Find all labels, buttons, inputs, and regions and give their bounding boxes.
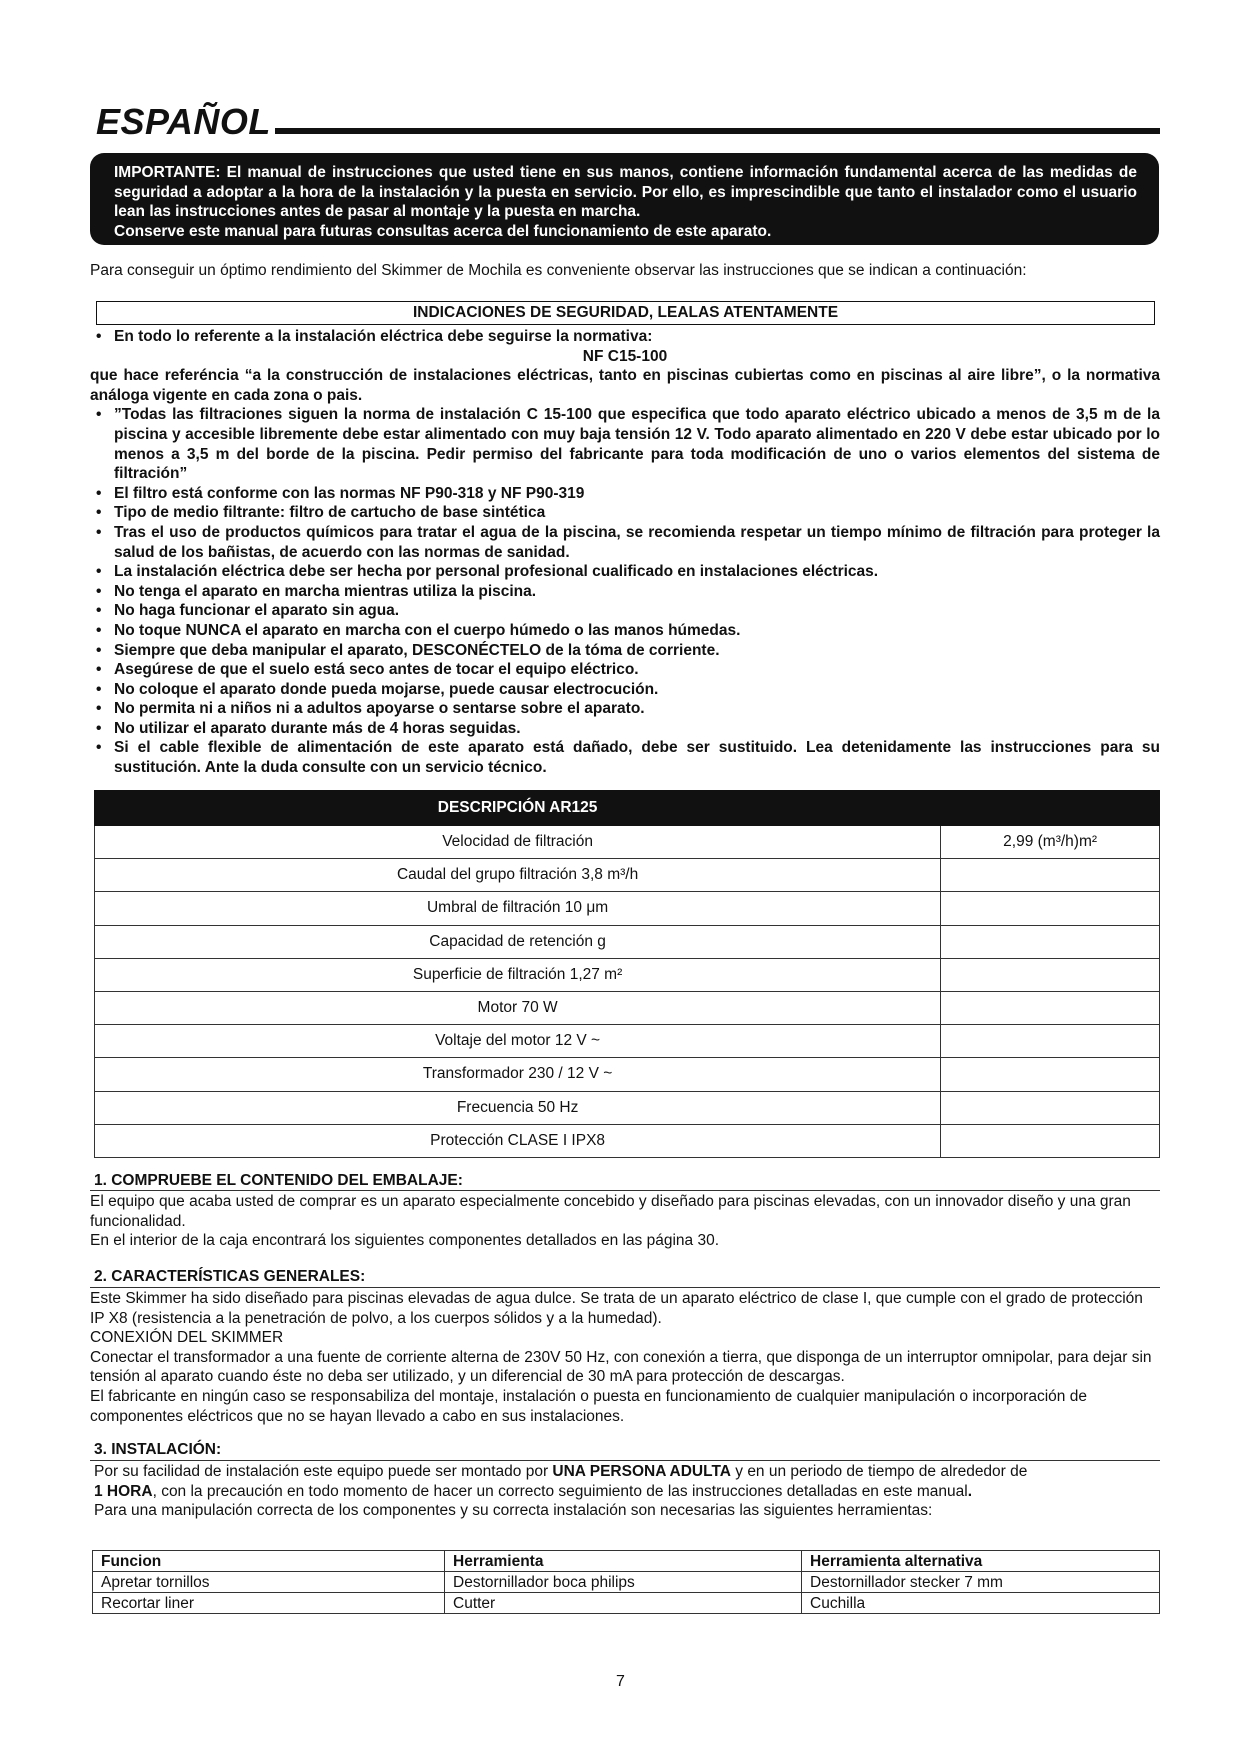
safety-item: • Siempre que deba manipular el aparato, DESCONÉCTELO de la tóma de corriente.	[90, 641, 1160, 661]
spec-label: Superficie de filtración 1,27 m²	[95, 958, 941, 991]
spec-value	[941, 1091, 1160, 1124]
tools-cell: Cutter	[445, 1593, 802, 1614]
tools-header-row	[93, 1551, 1160, 1572]
tools-row	[93, 1572, 1160, 1593]
spec-row	[95, 1025, 1160, 1058]
safety-norm-text: que hace referéncia “a la construcción de instalaciones eléctricas, tanto en piscinas cubiertas como en piscinas al aire libre”, o la normativa análoga vigente en cada zona o pais.	[90, 367, 1160, 404]
spec-value	[941, 1025, 1160, 1058]
spec-value	[941, 859, 1160, 892]
spec-row	[95, 826, 1160, 859]
spec-header-row	[95, 791, 1160, 826]
section1-title: 1. COMPRUEBE EL CONTENIDO DEL EMBALAJE:	[94, 1172, 463, 1189]
section2-rule	[90, 1287, 1160, 1288]
section2-paragraph: El fabricante en ningún caso se responsabiliza del montaje, instalación o puesta en funcionamiento de cualquier manipulación o incorporación de componentes eléctricos que no se hayan llevado a cabo en sus instalaciones.	[90, 1387, 1087, 1425]
important-notice	[90, 153, 1159, 245]
section3-title: 3. INSTALACIÓN:	[94, 1441, 222, 1458]
section1-body	[90, 1192, 1160, 1251]
safety-norm: NF C15-100	[582, 347, 668, 365]
spec-value	[941, 1124, 1160, 1157]
safety-item: • El filtro está conforme con las normas NF P90-318 y NF P90-319	[90, 484, 1160, 504]
section1-paragraph: El equipo que acaba usted de comprar es un aparato especialmente concebido y diseñado para piscinas elevadas, con un innovador diseño y una gran funcionalidad.	[90, 1193, 1131, 1230]
safety-item: • En todo lo referente a la instalación eléctrica debe seguirse la normativa:	[90, 327, 1160, 347]
spec-row	[95, 1124, 1160, 1157]
spec-label: Motor 70 W	[95, 991, 941, 1024]
spec-row	[95, 1058, 1160, 1091]
tools-cell: Destornillador boca philips	[445, 1572, 802, 1593]
page-title: ESPAÑOL	[96, 101, 271, 142]
spec-row	[95, 991, 1160, 1024]
tools-cell: Recortar liner	[93, 1593, 445, 1614]
safety-item: • Tipo de medio filtrante: filtro de cartucho de base sintética	[90, 503, 1160, 523]
spec-header-right	[941, 791, 1160, 826]
page-number: 7	[616, 1673, 625, 1690]
tools-table	[92, 1550, 1160, 1614]
section2-title: 2. CARACTERÍSTICAS GENERALES:	[94, 1268, 366, 1285]
intro-text: Para conseguir un óptimo rendimiento del Skimmer de Mochila es conveniente observar las instrucciones que se indican a continuación:	[90, 262, 1027, 279]
spec-row	[95, 1091, 1160, 1124]
spec-label: Caudal del grupo filtración 3,8 m³/h	[95, 859, 941, 892]
safety-item: • Asegúrese de que el suelo está seco antes de tocar el equipo eléctrico.	[90, 660, 1160, 680]
spec-label: Velocidad de filtración	[95, 826, 941, 859]
section2-paragraph: Este Skimmer ha sido diseñado para piscinas elevadas de agua dulce. Se trata de un aparato eléctrico de clase I, que cumple con el grado de protección IP X8 (resistencia a la penetración de polvo, a los cuerpos sólidos y a la humedad).	[90, 1290, 1143, 1327]
spec-header: DESCRIPCIÓN AR125	[95, 791, 941, 826]
section3-line: Para una manipulación correcta de los componentes y su correcta instalación son necesarias las siguientes herramientas:	[94, 1502, 933, 1520]
spec-row	[95, 859, 1160, 892]
safety-item: • No utilizar el aparato durante más de 4 horas seguidas.	[90, 719, 1160, 739]
spec-label: Transformador 230 / 12 V ~	[95, 1058, 941, 1091]
safety-item: • No haga funcionar el aparato sin agua.	[90, 601, 1160, 621]
spec-row	[95, 958, 1160, 991]
spec-label: Capacidad de retención g	[95, 925, 941, 958]
section2-body	[90, 1289, 1160, 1426]
tools-header: Funcion	[93, 1551, 445, 1572]
important-keep-text: Conserve este manual para futuras consultas acerca del funcionamiento de este aparato.	[114, 222, 772, 240]
safety-instructions	[90, 327, 1160, 778]
safety-item: • No permita ni a niños ni a adultos apoyarse o sentarse sobre el aparato.	[90, 699, 1160, 719]
section2-paragraph: CONEXIÓN DEL SKIMMER	[90, 1329, 284, 1347]
safety-item: • No coloque el aparato donde pueda mojarse, puede causar electrocución.	[90, 680, 1160, 700]
spec-label: Umbral de filtración 10 μm	[95, 892, 941, 925]
spec-value	[941, 892, 1160, 925]
tools-cell: Apretar tornillos	[93, 1572, 445, 1593]
spec-table	[94, 790, 1160, 1158]
tools-cell: Destornillador stecker 7 mm	[802, 1572, 1160, 1593]
safety-item: • Si el cable flexible de alimentación de este aparato está dañado, debe ser sustituido. Lea detenidamente las instrucciones para su sustitución. Ante la duda consulte con un servicio técnico.	[90, 738, 1160, 777]
section3-rule	[90, 1460, 1160, 1461]
section1-paragraph: En el interior de la caja encontrará los siguientes componentes detallados en las página 30.	[90, 1232, 720, 1250]
spec-label: Protección CLASE I IPX8	[95, 1124, 941, 1157]
tools-header: Herramienta	[445, 1551, 802, 1572]
section3-line: Por su facilidad de instalación este equipo puede ser montado por UNA PERSONA ADULTA y en un periodo de tiempo de alrededor de	[94, 1463, 1028, 1480]
section2-paragraph: Conectar el transformador a una fuente de corriente alterna de 230V 50 Hz, con conexión a tierra, que disponga de un interruptor omnipolar, para dejar sin tensión al aparato cuando éste no deba ser utilizado, y un diferencial de 30 mA para protección de descargas.	[90, 1348, 1152, 1386]
spec-value	[941, 958, 1160, 991]
spec-label: Frecuencia 50 Hz	[95, 1091, 941, 1124]
tools-header: Herramienta alternativa	[802, 1551, 1160, 1572]
section3-line: 1 HORA, con la precaución en todo momento de hacer un correcto seguimiento de las instrucciones detalladas en este manual.	[94, 1482, 972, 1500]
spec-label: Voltaje del motor 12 V ~	[95, 1025, 941, 1058]
tools-row	[93, 1593, 1160, 1614]
safety-item: • Tras el uso de productos químicos para tratar el agua de la piscina, se recomienda respetar un tiempo mínimo de filtración para proteger la salud de los bañistas, de acuerdo con las normas de sanidad.	[90, 523, 1160, 562]
safety-item: • La instalación eléctrica debe ser hecha por personal profesional cualificado en instalaciones eléctricas.	[90, 562, 1160, 582]
spec-value	[941, 925, 1160, 958]
section3-body	[94, 1462, 1160, 1521]
safety-item: • No toque NUNCA el aparato en marcha con el cuerpo húmedo o las manos húmedas.	[90, 621, 1160, 641]
important-text: IMPORTANTE: El manual de instrucciones que usted tiene en sus manos, contiene información fundamental acerca de las medidas de seguridad a adoptar a la hora de la instalación y la puesta en servicio. Por ello, es imprescindible que tanto el instalador como el usuario lean las instrucciones antes de pasar al montaje y la puesta en marcha.	[114, 164, 1137, 220]
tools-cell: Cuchilla	[802, 1593, 1160, 1614]
spec-value: 2,99 (m³/h)m²	[941, 826, 1160, 859]
spec-value	[941, 991, 1160, 1024]
safety-item: • ”Todas las filtraciones siguen la norma de instalación C 15-100 que especifica que todo aparato eléctrico ubicado a menos de 3,5 m de la piscina y accesible libremente debe estar alimentado con muy baja tensión 12 V. Todo aparato alimentado en 220 V debe estar ubicado por lo menos a 3,5 m del borde de la piscina. Pedir permiso del fabricante para toda modificación de uno o varios elementos del sistema de filtración”	[90, 405, 1160, 483]
title-rule	[275, 128, 1160, 134]
spec-row	[95, 925, 1160, 958]
spec-value	[941, 1058, 1160, 1091]
safety-item: • No tenga el aparato en marcha mientras utiliza la piscina.	[90, 582, 1160, 602]
section1-rule	[90, 1190, 1160, 1191]
safety-heading: INDICACIONES DE SEGURIDAD, LEALAS ATENTAMENTE	[96, 301, 1155, 325]
spec-row	[95, 892, 1160, 925]
